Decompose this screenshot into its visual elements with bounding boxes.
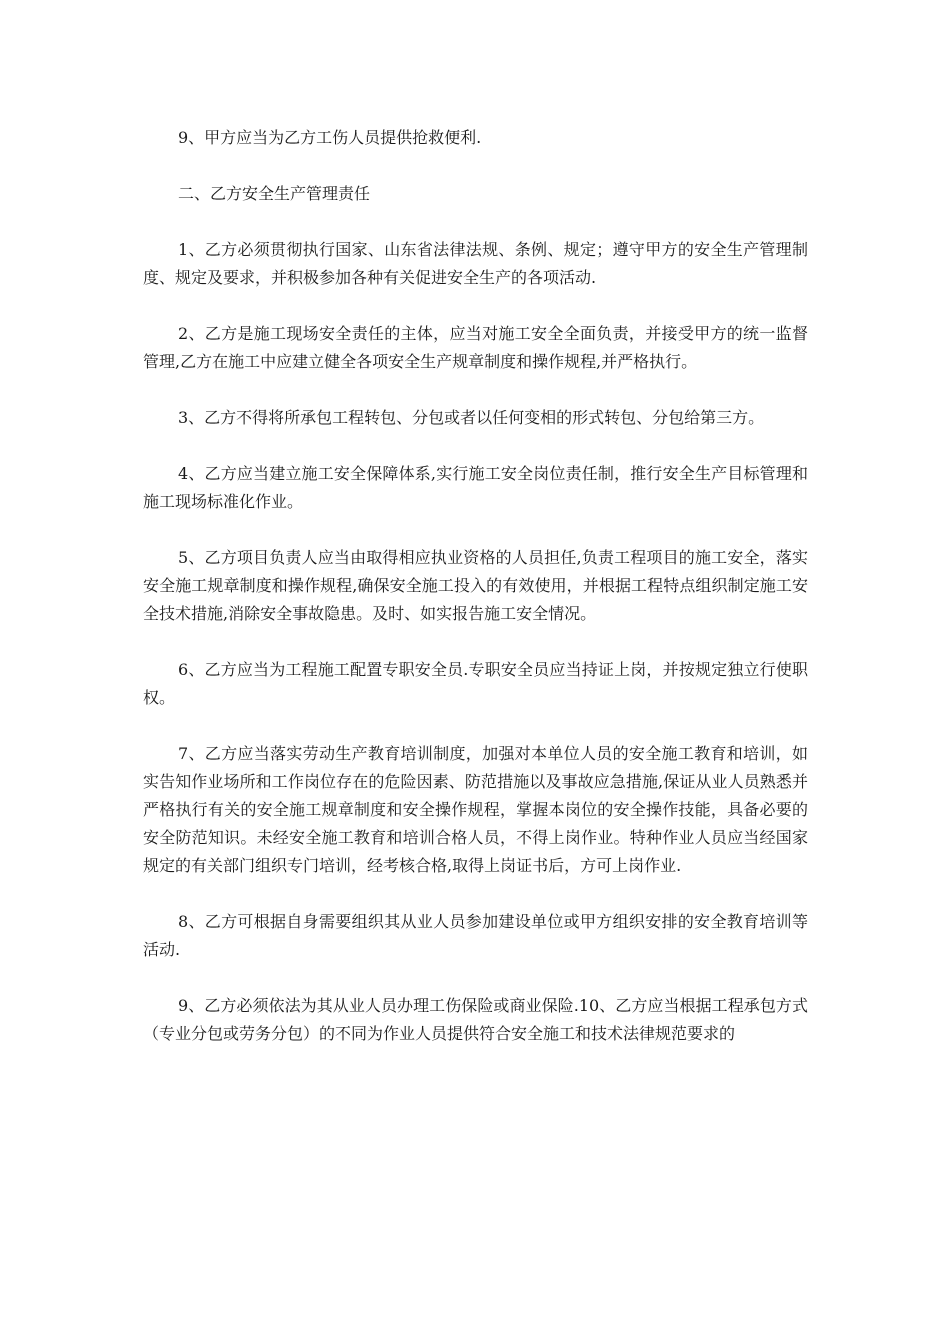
paragraph-yi-5: 5、乙方项目负责人应当由取得相应执业资格的人员担任,负责工程项目的施工安全，落实安全施工规章制度和操作规程,确保安全施工投入的有效使用，并根据工程特点组织制定施工安全技术措施,消除安全事故隐患。及时、如实报告施工安全情况。: [143, 548, 808, 623]
document-body: [143, 124, 808, 1076]
paragraph-yi-7: 7、乙方应当落实劳动生产教育培训制度，加强对本单位人员的安全施工教育和培训，如实告知作业场所和工作岗位存在的危险因素、防范措施以及事故应急措施,保证从业人员熟悉并严格执行有关的安全施工规章制度和安全操作规程，掌握本岗位的安全操作技能，具备必要的安全防范知识。未经安全施工教育和培训合格人员，不得上岗作业。特种作业人员应当经国家规定的有关部门组织专门培训，经考核合格,取得上岗证书后，方可上岗作业.: [143, 744, 808, 875]
paragraph-yi-9: 9、乙方必须依法为其从业人员办理工伤保险或商业保险.10、乙方应当根据工程承包方式（专业分包或劳务分包）的不同为作业人员提供符合安全施工和技术法律规范要求的: [143, 996, 808, 1043]
paragraph-yi-3: 3、乙方不得将所承包工程转包、分包或者以任何变相的形式转包、分包给第三方。: [178, 408, 765, 427]
paragraph-yi-6: 6、乙方应当为工程施工配置专职安全员.专职安全员应当持证上岗，并按规定独立行使职权。: [143, 660, 808, 707]
paragraph-yi-8: 8、乙方可根据自身需要组织其从业人员参加建设单位或甲方组织安排的安全教育培训等活动.: [143, 912, 808, 959]
paragraph-yi-2: 2、乙方是施工现场安全责任的主体，应当对施工安全全面负责，并接受甲方的统一监督管理,乙方在施工中应建立健全各项安全生产规章制度和操作规程,并严格执行。: [143, 324, 808, 371]
paragraph-yi-4: 4、乙方应当建立施工安全保障体系,实行施工安全岗位责任制，推行安全生产目标管理和施工现场标准化作业。: [143, 464, 808, 511]
paragraph-jia-9: 9、甲方应当为乙方工伤人员提供抢救便利.: [178, 128, 482, 147]
section-heading-yi-responsibility: 二、乙方安全生产管理责任: [178, 184, 371, 203]
paragraph-yi-1: 1、乙方必须贯彻执行国家、山东省法律法规、条例、规定；遵守甲方的安全生产管理制度、规定及要求，并积极参加各种有关促进安全生产的各项活动.: [143, 240, 808, 287]
